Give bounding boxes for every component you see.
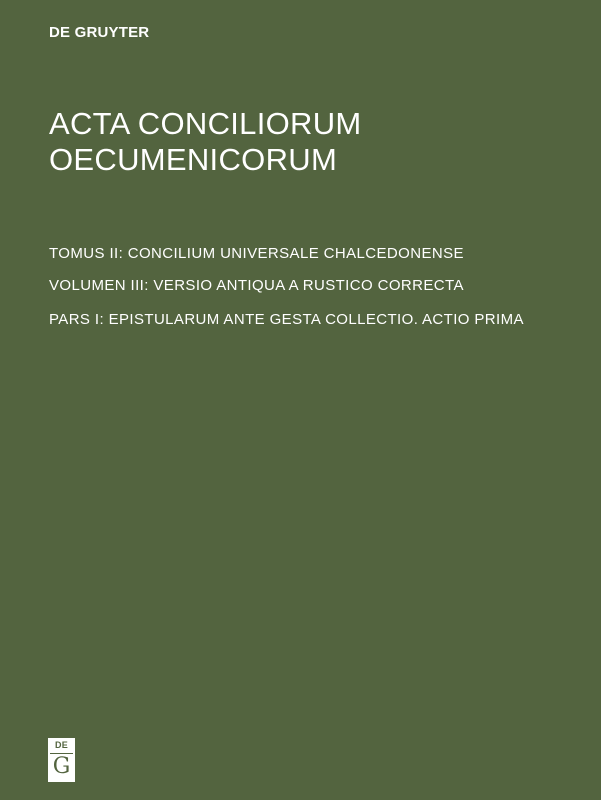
publisher-name: DE GRUYTER <box>49 24 150 41</box>
subtitle-pars: PARS I: EPISTULARUM ANTE GESTA COLLECTIO. ACTIO PRIMA <box>49 311 524 328</box>
de-gruyter-logo-icon <box>48 738 75 782</box>
subtitle-tomus: TOMUS II: CONCILIUM UNIVERSALE CHALCEDONENSE <box>49 245 464 262</box>
book-title-line-1: ACTA CONCILIORUM <box>49 106 362 141</box>
logo-g-letter: G <box>52 754 71 779</box>
logo-de-text: DE <box>55 740 68 750</box>
book-title-line-2: OECUMENICORUM <box>49 142 338 177</box>
subtitle-volumen: VOLUMEN III: VERSIO ANTIQUA A RUSTICO CORRECTA <box>49 277 464 294</box>
book-title <box>49 106 362 178</box>
